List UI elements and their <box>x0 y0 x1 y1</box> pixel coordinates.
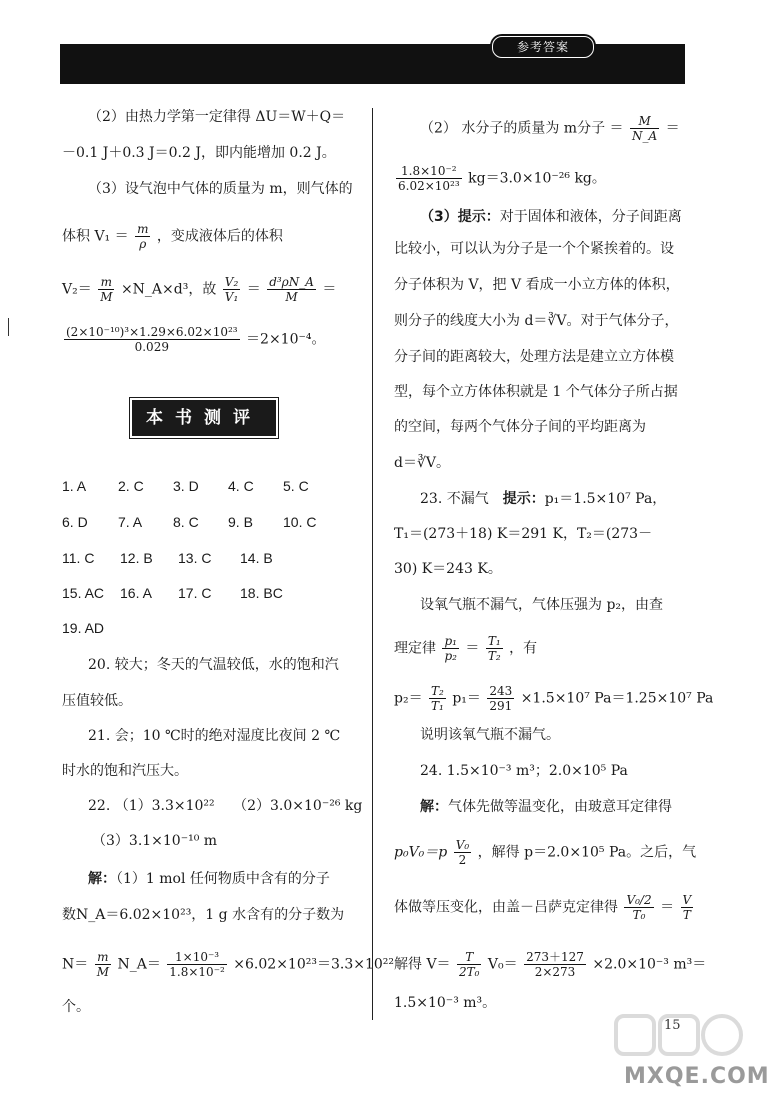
text: p₁＝1.5×10⁷ Pa， <box>544 491 667 507</box>
text: p₁＝ <box>452 690 481 707</box>
text: ＝ <box>665 120 680 137</box>
text: kg＝3.0×10⁻²⁶ kg。 <box>468 170 606 187</box>
q24-line3 <box>394 838 696 867</box>
fraction <box>457 950 481 979</box>
q21-line1: 21. 会；10 ℃时的绝对湿度比夜间 2 ℃ <box>88 728 341 744</box>
answer: 15. AC <box>62 585 105 601</box>
denominator: 2 <box>458 853 467 867</box>
text: 气体先做等温变化，由玻意耳定律得 <box>448 799 672 815</box>
q20-line2: 压值较低。 <box>62 693 132 709</box>
text: 对于固体和液体，分子间距离 <box>499 209 682 225</box>
answer: 1. A <box>62 478 87 494</box>
q20-line1: 20. 较大；冬天的气温较低，水的饱和汽 <box>88 657 339 673</box>
answer: 9. B <box>228 514 253 530</box>
answer-row-4 <box>62 585 283 601</box>
q23-line3: 30) K＝243 K。 <box>394 561 502 577</box>
fraction <box>95 950 111 979</box>
text: V₂＝ <box>62 281 92 298</box>
denominator: V₁ <box>224 290 239 304</box>
answer: 7. A <box>118 514 143 530</box>
answer: 8. C <box>173 514 199 530</box>
left-p3-line3 <box>62 275 336 304</box>
q24-line5 <box>394 950 706 979</box>
text: 理定律 <box>394 640 436 657</box>
header-tab-label: 参考答案 <box>492 36 594 58</box>
text: N_A＝ <box>117 956 161 973</box>
q22-solution-line4: 个。 <box>62 999 90 1015</box>
fraction <box>624 893 653 922</box>
fraction <box>681 893 694 922</box>
answer: 10. C <box>283 514 317 530</box>
denominator: T₁ <box>431 699 444 713</box>
answer: 3. D <box>173 478 199 494</box>
left-p3-line4 <box>62 325 326 354</box>
numerator: 1.8×10⁻² <box>396 164 462 179</box>
denominator: M <box>96 965 109 979</box>
solution-label: 解： <box>88 871 116 887</box>
left-p2-line2: －0.1 J＋0.3 J＝0.2 J，即内能增加 0.2 J。 <box>62 145 336 161</box>
answer: 16. A <box>120 585 152 601</box>
answer-row-2 <box>62 514 316 530</box>
q22-solution-line2: 数N_A＝6.02×10²³，1 g 水含有的分子数为 <box>62 907 345 923</box>
numerator: T <box>457 950 481 965</box>
denominator: p₂ <box>444 649 457 663</box>
q24-line2 <box>420 798 672 816</box>
left-p2-line1: （2）由热力学第一定律得 ΔU＝W＋Q＝ <box>88 109 346 125</box>
q24-line4 <box>394 893 695 922</box>
denominator: 2×273 <box>534 965 576 979</box>
right-p3-line2: 比较小，可以认为分子是一个个紧挨着的。设 <box>394 241 674 257</box>
denominator: N_A <box>632 129 658 143</box>
q21-line2: 时水的饱和汽压大。 <box>62 763 188 779</box>
text: ，解得 p＝2.0×10⁵ Pa。之后，气 <box>477 844 697 861</box>
fraction <box>135 222 150 251</box>
denominator: 2T₀ <box>459 965 480 979</box>
answer: 5. C <box>283 478 309 494</box>
answer-row-3 <box>62 550 273 566</box>
fraction <box>64 325 240 354</box>
numerator: V <box>682 893 692 907</box>
numerator: V₂ <box>224 275 239 289</box>
answer-row-5 <box>62 620 104 636</box>
fraction <box>486 634 503 663</box>
denominator: 1.8×10⁻² <box>169 965 225 979</box>
page-number: 15 <box>664 1018 681 1033</box>
text: ＝ <box>465 640 480 657</box>
right-p3-line4: 则分子的线度大小为 d＝∛V。对于气体分子， <box>394 313 679 329</box>
numerator: M <box>630 114 659 129</box>
q22-line1: 22. （1）3.3×10²² （2）3.0×10⁻²⁶ kg <box>88 798 363 814</box>
left-p3-line1: （3）设气泡中气体的质量为 m，则气体的 <box>88 181 353 197</box>
fraction <box>429 684 446 713</box>
hint-label: 提示： <box>502 491 545 507</box>
q22-solution-line3 <box>62 950 394 979</box>
left-p3-line2 <box>62 222 283 251</box>
text: ×2.0×10⁻³ m³＝ <box>592 956 707 973</box>
text: N＝ <box>62 956 89 973</box>
fraction <box>442 634 459 663</box>
right-p3-line1 <box>420 208 682 226</box>
text: ＝2×10⁻⁴。 <box>246 331 326 348</box>
text: ＝ <box>660 899 675 916</box>
fraction <box>223 275 240 304</box>
column-divider <box>372 108 373 1020</box>
q24-line1: 24. 1.5×10⁻³ m³；2.0×10⁵ Pa <box>420 763 628 779</box>
numerator: T₂ <box>431 684 444 698</box>
text: ×6.02×10²³＝3.3×10²² <box>233 956 395 973</box>
denominator: T₂ <box>487 649 501 663</box>
fraction <box>167 950 227 979</box>
denominator: T₀ <box>632 908 646 922</box>
text: ×1.5×10⁷ Pa＝1.25×10⁷ Pa <box>520 690 714 707</box>
answer: 13. C <box>178 550 212 566</box>
text: p₂＝ <box>394 690 423 707</box>
text: 23. 不漏气 <box>420 491 503 507</box>
answer: 17. C <box>178 585 212 601</box>
text: 解得 V＝ <box>394 956 451 973</box>
numerator: V₀/2 <box>626 893 652 907</box>
answer-row-1 <box>62 478 309 494</box>
text: ＝ <box>322 281 337 298</box>
section-title: 本书测评 <box>132 400 276 436</box>
q23-line7: 说明该氧气瓶不漏气。 <box>420 727 560 743</box>
numerator: m <box>98 275 114 290</box>
text: （2） 水分子的质量为 m分子 ＝ <box>420 120 624 137</box>
watermark-text: MXQE.COM <box>624 1064 770 1089</box>
solution-label: 解： <box>420 799 448 815</box>
right-p3-line6: 型，每个立方体体积就是 1 个气体分子所占据 <box>394 384 678 400</box>
text: V₀＝ <box>487 956 518 973</box>
q23-line4: 设氧气瓶不漏气，气体压强为 p₂，由查 <box>420 597 664 613</box>
denominator: T <box>682 908 691 922</box>
q23-line2: T₁＝(273＋18) K＝291 K，T₂＝(273－ <box>394 526 653 542</box>
right-p2-line1 <box>420 114 680 143</box>
numerator: 273＋127 <box>526 950 584 964</box>
fraction <box>267 275 316 304</box>
answer: 12. B <box>120 550 153 566</box>
hint-label: （3）提示： <box>420 209 500 225</box>
q22-solution-line1 <box>88 870 330 888</box>
text: 体积 V₁ ＝ <box>62 228 129 245</box>
numerator: (2×10⁻¹⁰)³×1.29×6.02×10²³ <box>66 325 238 339</box>
denominator: M <box>285 290 298 304</box>
text: p₀V₀＝p <box>394 844 448 861</box>
right-p3-line7: 的空间，每两个气体分子间的平均距离为 <box>394 419 646 435</box>
denominator: M <box>100 290 113 304</box>
right-p3-line8: d＝∛V。 <box>394 455 450 471</box>
numerator: m <box>95 950 111 965</box>
q23-line5 <box>394 634 537 663</box>
q24-line6: 1.5×10⁻³ m³。 <box>394 995 497 1011</box>
fraction <box>487 684 514 713</box>
numerator: m <box>137 222 149 236</box>
answer: 18. BC <box>240 585 283 601</box>
numerator: p₁ <box>444 634 457 648</box>
answer: 4. C <box>228 478 254 494</box>
right-p3-line5: 分子间的距离较大，处理方法是建立立方体模 <box>394 349 674 365</box>
answer: 2. C <box>118 478 144 494</box>
denominator: 291 <box>489 699 513 713</box>
right-p2-line2 <box>394 164 606 193</box>
text: 体做等压变化，由盖－吕萨克定律得 <box>394 899 618 916</box>
answer: 6. D <box>62 514 88 530</box>
numerator: d³ρN_A <box>269 275 314 289</box>
right-p3-line3: 分子体积为 V，把 V 看成一小立方体的体积， <box>394 277 680 293</box>
denominator: ρ <box>139 237 147 251</box>
q22-line2: （3）3.1×10⁻¹⁰ m <box>92 833 218 849</box>
fraction <box>454 838 471 867</box>
numerator: T₁ <box>487 634 501 648</box>
text: ，变成液体后的体积 <box>156 228 283 245</box>
denominator: 0.029 <box>134 340 169 354</box>
fraction <box>396 164 462 193</box>
text: ×N_A×d³，故 <box>120 281 217 298</box>
text: （1）1 mol 任何物质中含有的分子 <box>116 871 330 887</box>
fraction <box>524 950 586 979</box>
numerator: V₀ <box>455 838 470 852</box>
answer: 14. B <box>240 550 273 566</box>
text: ，有 <box>509 640 538 657</box>
fraction <box>630 114 659 143</box>
numerator: 1×10⁻³ <box>167 950 227 965</box>
answer: 19. AD <box>62 620 105 636</box>
denominator: 6.02×10²³ <box>398 179 460 193</box>
answer: 11. C <box>62 550 95 566</box>
margin-tick <box>8 318 9 336</box>
numerator: 243 <box>489 684 513 698</box>
text: ＝ <box>246 281 261 298</box>
q23-line1 <box>420 490 666 508</box>
fraction <box>98 275 114 304</box>
q23-line6 <box>394 684 713 713</box>
